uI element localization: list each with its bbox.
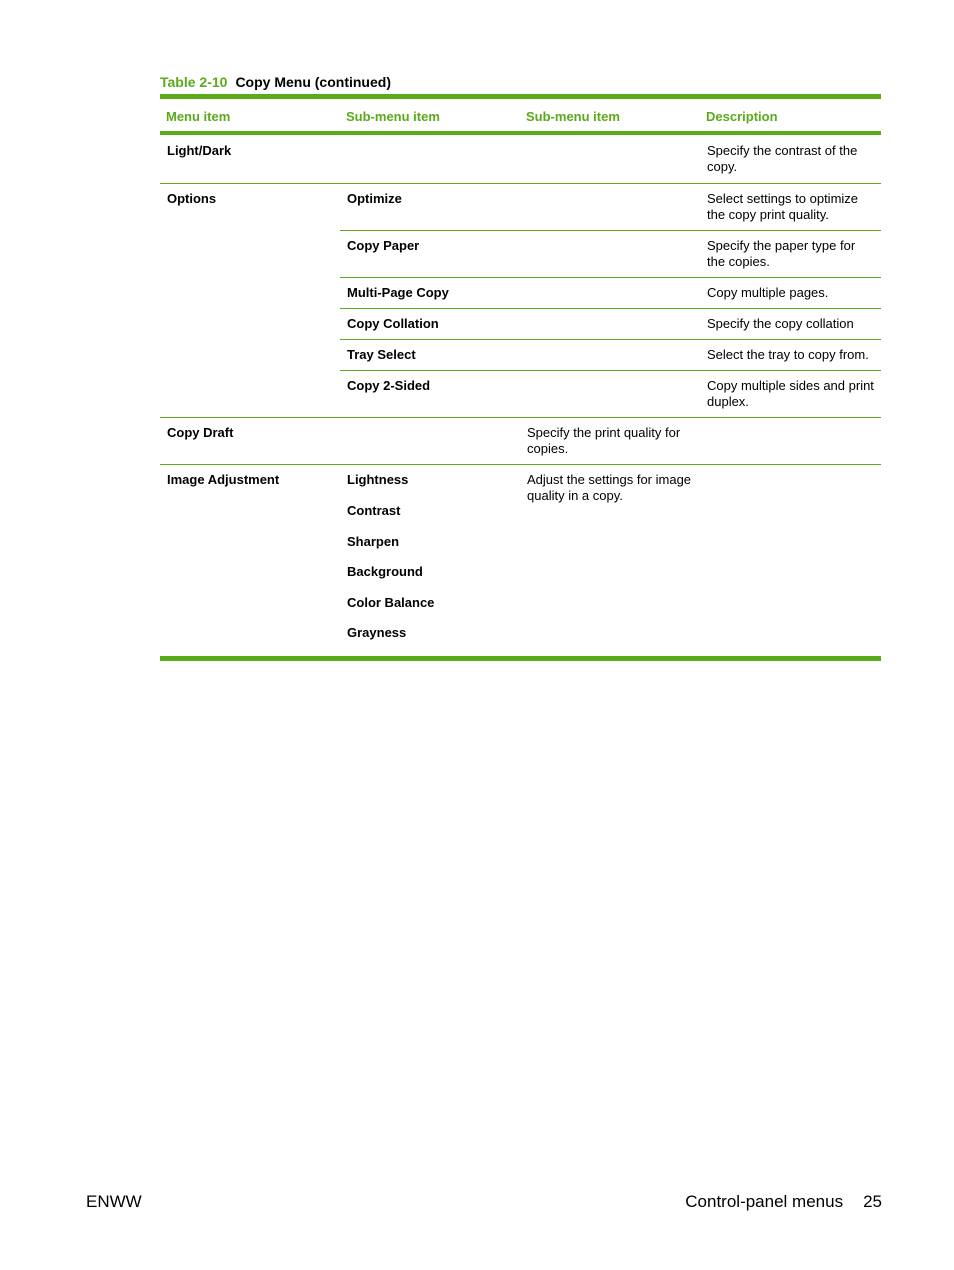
sub-menu-item: Background bbox=[347, 564, 423, 579]
table-title: Copy Menu (continued) bbox=[235, 74, 391, 90]
empty-cell bbox=[520, 231, 700, 278]
description-cell: Specify the paper type for the copies. bbox=[700, 231, 881, 278]
description-cell: Select the tray to copy from. bbox=[700, 340, 881, 371]
menu-item-cell: Options bbox=[160, 184, 340, 418]
table-row bbox=[160, 418, 881, 465]
sub-menu-item: Contrast bbox=[347, 503, 401, 518]
empty-cell bbox=[520, 278, 700, 309]
empty-cell bbox=[520, 184, 700, 231]
table-header-row bbox=[160, 97, 881, 134]
table-row bbox=[160, 465, 881, 659]
sub-menu-cell: Copy 2-Sided bbox=[340, 371, 520, 418]
sub-menu-cell: Copy Paper bbox=[340, 231, 520, 278]
menu-item-cell: Image Adjustment bbox=[160, 465, 340, 659]
footer-left-label: ENWW bbox=[86, 1192, 142, 1211]
empty-cell bbox=[520, 133, 700, 184]
menu-item-cell: Copy Draft bbox=[160, 418, 340, 465]
sub-menu-cell: Copy Collation bbox=[340, 309, 520, 340]
description-cell: Copy multiple pages. bbox=[700, 278, 881, 309]
empty-cell bbox=[340, 418, 520, 465]
empty-cell bbox=[340, 133, 520, 184]
sub-menu-list bbox=[340, 465, 520, 659]
empty-cell bbox=[700, 465, 881, 659]
header-menu-item: Menu item bbox=[166, 109, 231, 124]
empty-cell bbox=[700, 418, 881, 465]
sub-menu-cell: Tray Select bbox=[340, 340, 520, 371]
menu-item-cell: Light/Dark bbox=[167, 143, 232, 158]
table-row bbox=[160, 184, 881, 231]
table-row bbox=[160, 133, 881, 184]
header-sub-menu-item-2: Sub-menu item bbox=[526, 109, 620, 124]
copy-menu-table bbox=[160, 94, 881, 661]
description-cell: Specify the print quality for copies. bbox=[520, 418, 700, 465]
description-cell: Copy multiple sides and print duplex. bbox=[700, 371, 881, 418]
empty-cell bbox=[520, 309, 700, 340]
footer-section-title: Control-panel menus bbox=[685, 1192, 844, 1211]
sub-menu-item: Color Balance bbox=[347, 594, 435, 610]
table-number: Table 2-10 bbox=[160, 74, 228, 90]
empty-cell bbox=[520, 371, 700, 418]
empty-cell bbox=[520, 340, 700, 371]
table-caption bbox=[160, 74, 391, 90]
description-cell: Select settings to optimize the copy print quality. bbox=[700, 184, 881, 231]
sub-menu-item: Lightness bbox=[347, 472, 409, 487]
sub-menu-item: Sharpen bbox=[347, 533, 400, 549]
header-description: Description bbox=[706, 109, 778, 124]
description-cell: Specify the contrast of the copy. bbox=[707, 143, 858, 174]
sub-menu-cell: Multi-Page Copy bbox=[340, 278, 520, 309]
sub-menu-item: Grayness bbox=[347, 625, 407, 640]
footer-right bbox=[685, 1192, 882, 1212]
sub-menu-cell: Optimize bbox=[340, 184, 520, 231]
header-sub-menu-item-1: Sub-menu item bbox=[346, 109, 440, 124]
description-cell: Adjust the settings for image quality in a copy. bbox=[520, 465, 700, 659]
page-number: 25 bbox=[863, 1192, 882, 1211]
description-cell: Specify the copy collation bbox=[700, 309, 881, 340]
